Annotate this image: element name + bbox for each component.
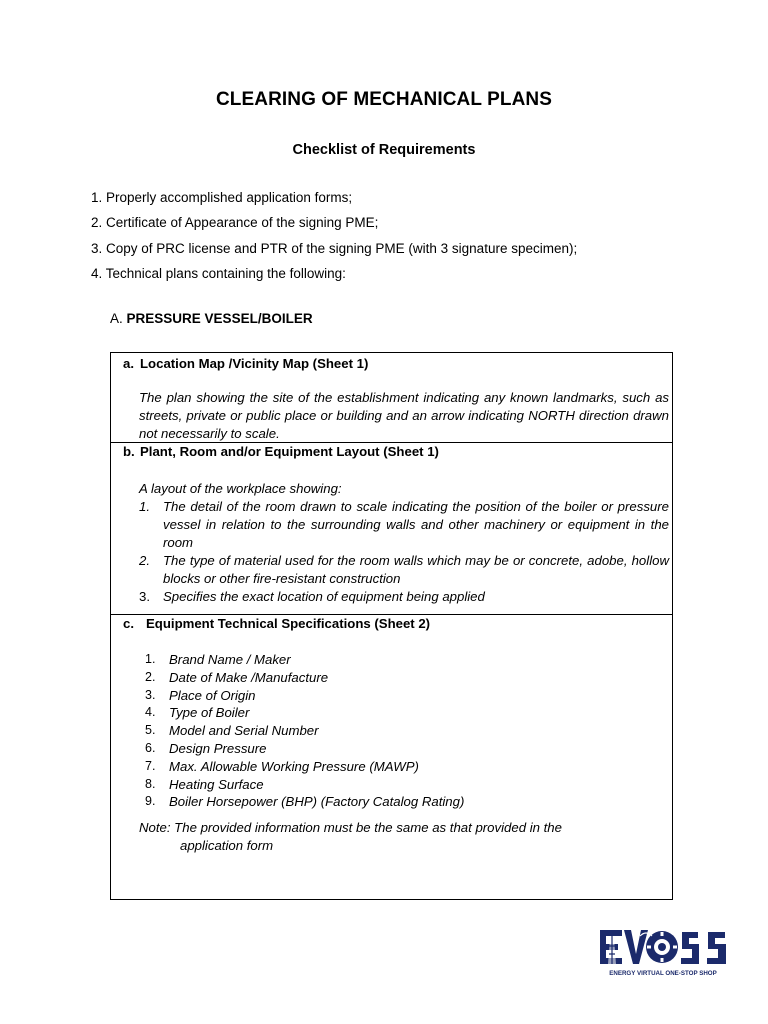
requirement-item: 2. Certificate of Appearance of the signing PME;: [91, 215, 379, 231]
requirement-item: 4. Technical plans containing the following:: [91, 265, 346, 281]
row-heading-text: Location Map /Vicinity Map (Sheet 1): [140, 356, 369, 371]
requirement-item: 1. Properly accomplished application forms;: [91, 190, 353, 205]
list-text: Model and Serial Number: [169, 723, 319, 739]
list-item: [145, 776, 625, 794]
list-text: Place of Origin: [169, 687, 256, 703]
list-item: [139, 552, 669, 588]
list-item: [145, 687, 625, 705]
document-subtitle: Checklist of Requirements: [292, 142, 476, 158]
list-number: 2.: [139, 553, 150, 568]
row-heading: [123, 444, 439, 459]
section-prefix: A.: [110, 311, 123, 326]
list-text: Date of Make /Manufacture: [169, 669, 329, 685]
list-number: 7.: [145, 758, 156, 773]
list-number: 4.: [145, 705, 156, 720]
list-item: [145, 651, 625, 669]
list-item: [145, 704, 625, 722]
row-heading: [123, 616, 430, 631]
list-text: Brand Name / Maker: [169, 652, 291, 667]
note-line-2: application form: [180, 838, 274, 853]
list-text: Heating Surface: [169, 776, 264, 792]
requirements-list: [91, 185, 731, 286]
list-number: 3.: [139, 589, 150, 604]
list-number: 1.: [139, 499, 150, 514]
table-row-location-map: [111, 353, 672, 443]
row-description: The plan showing the site of the establishment indicating any known landmarks, such as streets, private or public place or building and an arrow indicating NORTH direction drawn not necessarily to scale.: [139, 390, 669, 441]
section-name: PRESSURE VESSEL/BOILER: [126, 311, 313, 326]
list-item: [139, 588, 669, 606]
row-letter: a.: [123, 356, 134, 371]
specification-note: [139, 819, 639, 855]
list-text: The type of material used for the room walls which may be or concrete, adobe, hollow blocks or other fire-resistant construction: [163, 553, 669, 586]
layout-intro: A layout of the workplace showing:: [139, 481, 342, 496]
note-line-1: Note: The provided information must be the same as that provided in the: [139, 820, 562, 835]
row-letter: b.: [123, 444, 135, 459]
row-heading-text: Plant, Room and/or Equipment Layout (Sheet 1): [140, 444, 439, 459]
list-item: [145, 793, 625, 811]
table-row-technical-specifications: [111, 614, 672, 899]
list-number: 2.: [145, 669, 156, 684]
list-text: Type of Boiler: [169, 705, 250, 721]
list-text: Specifies the exact location of equipment being applied: [163, 589, 485, 604]
list-number: 6.: [145, 740, 156, 755]
list-number: 5.: [145, 723, 156, 738]
list-number: 1.: [145, 652, 156, 666]
list-text: The detail of the room drawn to scale indicating the position of the boiler or pressure vessel in relation to the surrounding walls and other machinery or equipment in the room: [163, 499, 669, 550]
list-text: Design Pressure: [169, 740, 267, 756]
list-text: Boiler Horsepower (BHP) (Factory Catalog Rating): [169, 794, 465, 810]
document-title: CLEARING OF MECHANICAL PLANS: [215, 89, 552, 110]
requirements-table: [110, 352, 673, 900]
requirement-item: 3. Copy of PRC license and PTR of the signing PME (with 3 signature specimen);: [91, 240, 578, 256]
row-heading-text: Equipment Technical Specifications (Sheet 2): [146, 616, 431, 631]
row-heading: [123, 356, 368, 371]
list-number: 9.: [145, 794, 156, 809]
list-item: [145, 669, 625, 687]
layout-items: [139, 498, 669, 606]
section-heading: [110, 311, 313, 326]
list-item: [139, 498, 669, 552]
list-item: [145, 740, 625, 758]
row-letter: c.: [123, 616, 134, 631]
specification-list: [145, 651, 625, 811]
table-row-equipment-layout: [111, 442, 672, 615]
evoss-logo-graphic: [596, 926, 730, 978]
list-number: 8.: [145, 776, 156, 791]
list-item: [145, 722, 625, 740]
list-text: Max. Allowable Working Pressure (MAWP): [169, 758, 419, 774]
list-item: [145, 758, 625, 776]
logo-tagline: ENERGY VIRTUAL ONE-STOP SHOP: [609, 970, 717, 977]
evoss-logo: [596, 926, 730, 978]
list-number: 3.: [145, 687, 156, 702]
